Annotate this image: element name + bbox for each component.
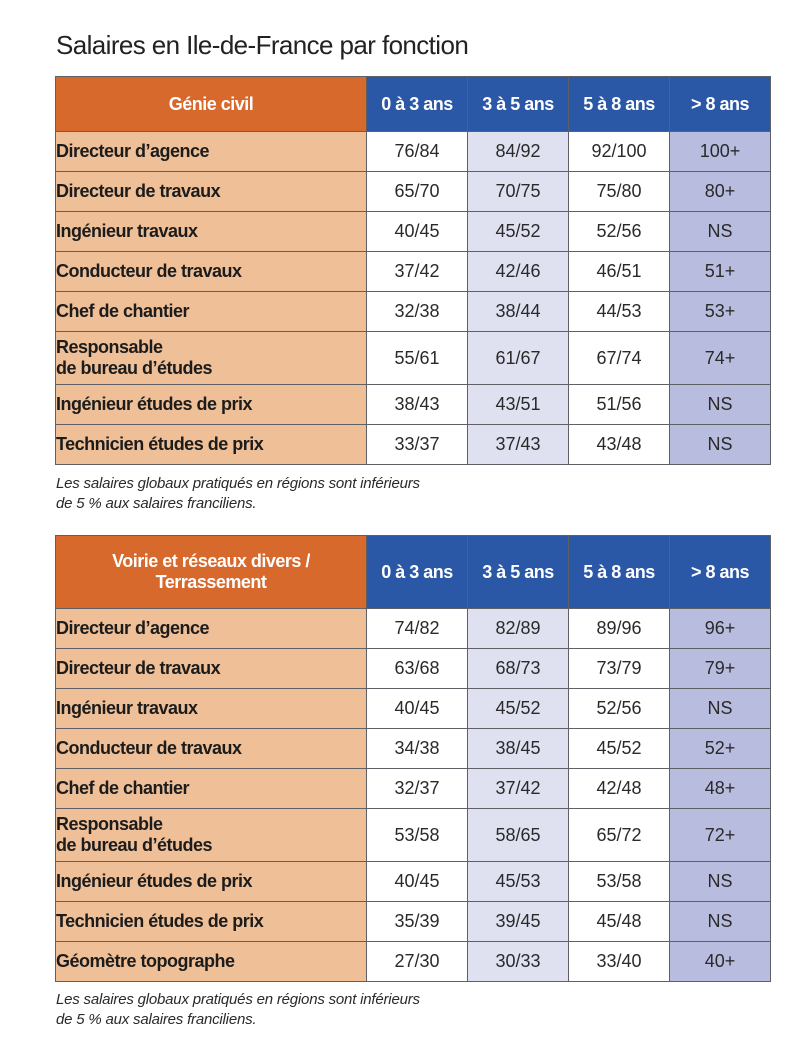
table-row [56, 332, 771, 385]
table-cell: 43/51 [468, 385, 569, 425]
table-cell: 45/52 [468, 689, 569, 729]
footnote [56, 474, 420, 514]
table-cell: 48+ [670, 769, 771, 809]
table-cell: 76/84 [367, 132, 468, 172]
table-row [56, 132, 771, 172]
table-cell: 89/96 [569, 609, 670, 649]
table-row [56, 172, 771, 212]
footnote-line: Les salaires globaux pratiqués en régions sont inférieurs [56, 475, 420, 492]
table-cell: 40+ [670, 942, 771, 982]
table-cell: 61/67 [468, 332, 569, 385]
table-cell: NS [670, 385, 771, 425]
column-header: 5 à 8 ans [569, 77, 670, 132]
row-label: Directeur d’agence [56, 132, 367, 172]
table-cell: 42/46 [468, 252, 569, 292]
row-label: Chef de chantier [56, 769, 367, 809]
table-cell: 75/80 [569, 172, 670, 212]
row-label: Directeur de travaux [56, 172, 367, 212]
salary-table-genie-civil [55, 76, 771, 465]
table-cell: 73/79 [569, 649, 670, 689]
table-cell: 40/45 [367, 862, 468, 902]
row-label: Ingénieur travaux [56, 212, 367, 252]
table-cell: 37/43 [468, 425, 569, 465]
row-label: Ingénieur travaux [56, 689, 367, 729]
table-cell: 92/100 [569, 132, 670, 172]
table-row [56, 649, 771, 689]
table-cell: NS [670, 689, 771, 729]
row-label: Chef de chantier [56, 292, 367, 332]
table-row [56, 729, 771, 769]
column-header: > 8 ans [670, 77, 771, 132]
footnote-line: Les salaires globaux pratiqués en régions sont inférieurs [56, 991, 420, 1008]
table-row [56, 212, 771, 252]
table-cell: 38/44 [468, 292, 569, 332]
table-cell: 32/38 [367, 292, 468, 332]
table-cell: 34/38 [367, 729, 468, 769]
table-cell: 30/33 [468, 942, 569, 982]
column-header: 0 à 3 ans [367, 536, 468, 609]
table-cell: 38/43 [367, 385, 468, 425]
table-cell: 43/48 [569, 425, 670, 465]
column-header: 5 à 8 ans [569, 536, 670, 609]
table-cell: 53/58 [569, 862, 670, 902]
table-cell: 65/70 [367, 172, 468, 212]
table-cell: 52/56 [569, 212, 670, 252]
row-label: Technicien études de prix [56, 425, 367, 465]
table-cell: 44/53 [569, 292, 670, 332]
row-label-line: Responsable [56, 814, 163, 834]
table-cell: NS [670, 425, 771, 465]
table-cell: 33/40 [569, 942, 670, 982]
table-cell: NS [670, 212, 771, 252]
table-cell: 27/30 [367, 942, 468, 982]
table-cell: 46/51 [569, 252, 670, 292]
table-cell: 45/52 [468, 212, 569, 252]
table-row [56, 862, 771, 902]
table-cell: 45/48 [569, 902, 670, 942]
table-row [56, 942, 771, 982]
row-label: Conducteur de travaux [56, 252, 367, 292]
footnote-line: de 5 % aux salaires franciliens. [56, 1011, 257, 1028]
table-cell: 72+ [670, 809, 771, 862]
table-cell: 74/82 [367, 609, 468, 649]
table-row [56, 902, 771, 942]
table-cell: 45/53 [468, 862, 569, 902]
table-row [56, 425, 771, 465]
table-row [56, 385, 771, 425]
category-header: Génie civil [56, 77, 367, 132]
table-cell: 52/56 [569, 689, 670, 729]
table-cell: 53+ [670, 292, 771, 332]
table-cell: NS [670, 902, 771, 942]
table-cell: 35/39 [367, 902, 468, 942]
row-label: Conducteur de travaux [56, 729, 367, 769]
table-cell: 58/65 [468, 809, 569, 862]
table-row [56, 689, 771, 729]
table-cell: 68/73 [468, 649, 569, 689]
table-cell: 38/45 [468, 729, 569, 769]
table-cell: 70/75 [468, 172, 569, 212]
row-label-line: de bureau d’études [56, 358, 213, 378]
table-cell: 63/68 [367, 649, 468, 689]
table-row [56, 292, 771, 332]
table-cell: 55/61 [367, 332, 468, 385]
page-title: Salaires en Ile-de-France par fonction [56, 30, 469, 60]
salary-table-vrd-terrassement [55, 535, 771, 982]
table-cell: 32/37 [367, 769, 468, 809]
row-label: Directeur de travaux [56, 649, 367, 689]
table-row [56, 769, 771, 809]
table-cell: 37/42 [367, 252, 468, 292]
table-cell: 42/48 [569, 769, 670, 809]
column-header: 3 à 5 ans [468, 536, 569, 609]
footnote [56, 990, 420, 1030]
table-cell: 33/37 [367, 425, 468, 465]
table-cell: 84/92 [468, 132, 569, 172]
row-label-line: de bureau d’études [56, 835, 213, 855]
table-cell: 96+ [670, 609, 771, 649]
table-cell: 51+ [670, 252, 771, 292]
table-cell: 79+ [670, 649, 771, 689]
table-cell: 52+ [670, 729, 771, 769]
category-header-line: Terrassement [155, 572, 267, 592]
table-cell: NS [670, 862, 771, 902]
row-label: Ingénieur études de prix [56, 385, 367, 425]
table-row [56, 609, 771, 649]
table-cell: 40/45 [367, 212, 468, 252]
category-header [56, 536, 367, 609]
header-row [56, 77, 771, 132]
table-cell: 74+ [670, 332, 771, 385]
table-cell: 45/52 [569, 729, 670, 769]
category-header-line: Voirie et réseaux divers / [112, 551, 310, 571]
table-cell: 100+ [670, 132, 771, 172]
table-cell: 39/45 [468, 902, 569, 942]
row-label: Ingénieur études de prix [56, 862, 367, 902]
table-cell: 80+ [670, 172, 771, 212]
header-row [56, 536, 771, 609]
table-cell: 40/45 [367, 689, 468, 729]
table-cell: 37/42 [468, 769, 569, 809]
table-cell: 51/56 [569, 385, 670, 425]
column-header: 3 à 5 ans [468, 77, 569, 132]
footnote-line: de 5 % aux salaires franciliens. [56, 495, 257, 512]
table-cell: 82/89 [468, 609, 569, 649]
row-label: Directeur d’agence [56, 609, 367, 649]
table-row [56, 809, 771, 862]
table-cell: 67/74 [569, 332, 670, 385]
row-label-line: Responsable [56, 337, 163, 357]
row-label [56, 809, 367, 862]
column-header: 0 à 3 ans [367, 77, 468, 132]
column-header: > 8 ans [670, 536, 771, 609]
row-label: Géomètre topographe [56, 942, 367, 982]
table-cell: 65/72 [569, 809, 670, 862]
table-cell: 53/58 [367, 809, 468, 862]
row-label: Technicien études de prix [56, 902, 367, 942]
row-label [56, 332, 367, 385]
table-row [56, 252, 771, 292]
